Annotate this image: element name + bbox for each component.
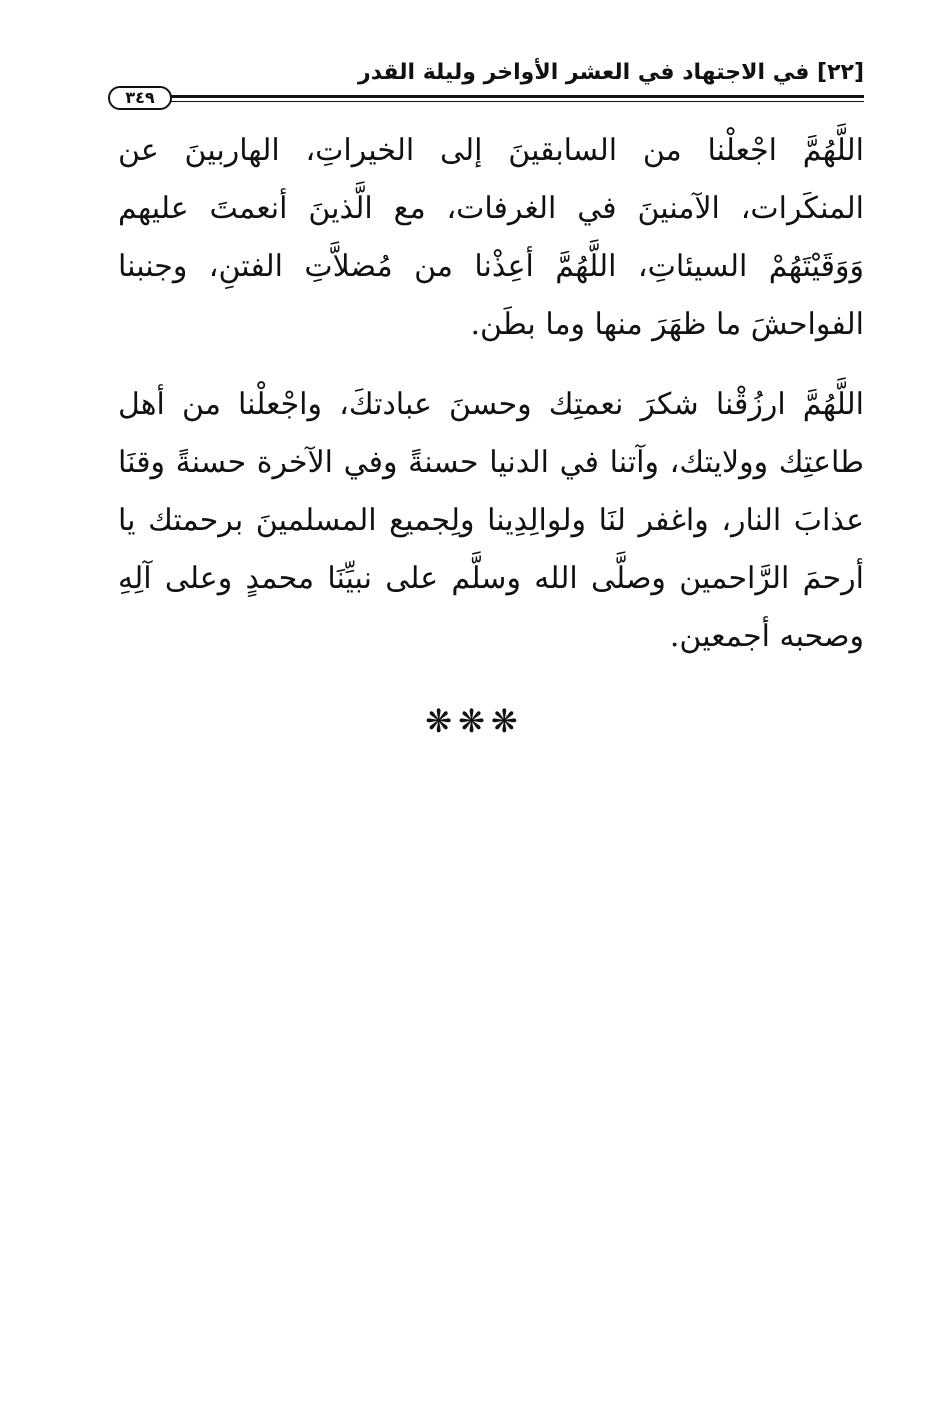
paragraph-1: اللَّهُمَّ اجْعلْنا من السابقينَ إلى الخيراتِ، الهاربينَ عن المنكَرات، الآمنينَ في الغرفات، مع الَّذينَ أنعمتَ عليهم وَوَقَيْتَهُمْ السيئاتِ، اللَّهُمَّ أعِذْنا من مُضلاَّتِ الفتنِ، وجنبنا الفواحشَ ما ظهَرَ منها وما بطَن. [118, 133, 864, 342]
section-separator: ❋❋❋ [425, 702, 524, 740]
chapter-title: [٢٢] في الاجتهاد في العشر الأواخر وليلة القدر [358, 60, 864, 85]
header-rule-thin [166, 101, 864, 102]
page-body [118, 122, 864, 688]
page-number-badge: ٣٤٩ [108, 86, 172, 110]
header-rule-thick [166, 95, 864, 98]
paragraph-2: اللَّهُمَّ ارزُقْنا شكرَ نعمتِك وحسنَ عبادتكَ، واجْعلْنا من أهل طاعتِك وولايتك، وآتنا في الدنيا حسنةً وفي الآخرة حسنةً وقنَا عذابَ النار، واغفر لنَا ولوالِدِينا ولِجميع المسلمينَ برحمتك يا أرحمَ الرَّاحمين وصلَّى الله وسلَّم على نبيِّنَا محمدٍ وعلى آلِهِ وصحبه أجمعين. [118, 387, 864, 654]
running-header [106, 58, 864, 108]
